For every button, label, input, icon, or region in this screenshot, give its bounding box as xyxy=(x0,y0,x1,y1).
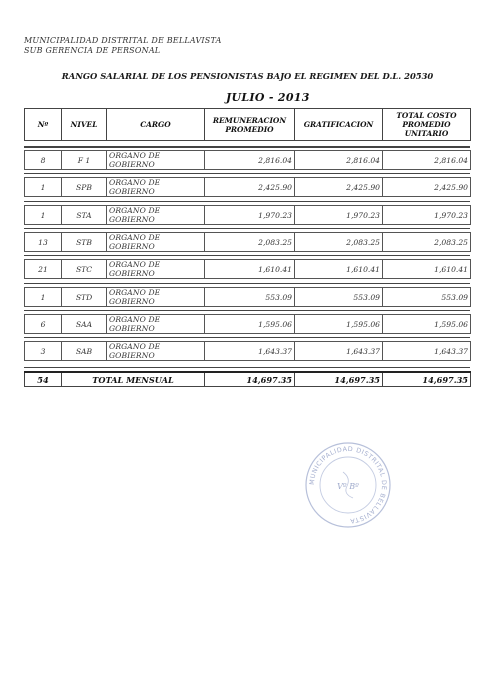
row-cargo: ORGANO DE GOBIERNO xyxy=(107,151,205,170)
total-count: 54 xyxy=(25,372,62,387)
col-remuneracion-line2: PROMEDIO xyxy=(225,124,274,134)
row-remuneracion: 2,425.90 xyxy=(205,178,295,197)
table-row xyxy=(24,259,471,279)
row-gratificacion: 2,083.25 xyxy=(295,233,383,252)
row-cargo: ORGANO DE GOBIERNO xyxy=(107,260,205,279)
row-total: 1,610.41 xyxy=(383,260,471,279)
row-num: 1 xyxy=(25,288,62,307)
row-cargo: ORGANO DE GOBIERNO xyxy=(107,342,205,361)
row-remuneracion: 1,643.37 xyxy=(205,342,295,361)
row-num: 21 xyxy=(25,260,62,279)
total-top-rule xyxy=(24,367,470,368)
row-nivel: F 1 xyxy=(62,151,107,170)
row-total: 2,425.90 xyxy=(383,178,471,197)
row-total: 553.09 xyxy=(383,288,471,307)
row-remuneracion: 2,816.04 xyxy=(205,151,295,170)
col-nivel: NIVEL xyxy=(62,109,107,141)
total-gratificacion: 14,697.35 xyxy=(295,372,383,387)
col-remuneracion xyxy=(205,109,295,141)
org-name: MUNICIPALIDAD DISTRITAL DE BELLAVISTA xyxy=(24,36,222,45)
table-row xyxy=(24,287,471,307)
row-gratificacion: 553.09 xyxy=(295,288,383,307)
row-num: 1 xyxy=(25,178,62,197)
row-num: 1 xyxy=(25,206,62,225)
row-total: 1,970.23 xyxy=(383,206,471,225)
row-total: 1,595.06 xyxy=(383,315,471,334)
col-total-line1: TOTAL COSTO xyxy=(396,111,457,120)
row-separator xyxy=(24,173,470,174)
table-row xyxy=(24,341,471,361)
stamp-center-text: Vº Bº xyxy=(337,482,359,491)
row-separator xyxy=(24,283,470,284)
table-row xyxy=(24,177,471,197)
seal-stamp xyxy=(303,440,393,530)
row-nivel: SPB xyxy=(62,178,107,197)
col-gratificacion: GRATIFICACION xyxy=(295,109,383,141)
col-total-line2: PROMEDIO xyxy=(402,120,451,129)
row-cargo: ORGANO DE GOBIERNO xyxy=(107,206,205,225)
document-title: RANGO SALARIAL DE LOS PENSIONISTAS BAJO EL REGIMEN DEL D.L. 20530 xyxy=(61,71,434,81)
row-separator xyxy=(24,310,470,311)
row-num: 6 xyxy=(25,315,62,334)
row-total: 2,816.04 xyxy=(383,151,471,170)
row-nivel: SAA xyxy=(62,315,107,334)
col-num: Nº xyxy=(25,109,62,141)
table-row xyxy=(24,314,471,334)
row-gratificacion: 1,595.06 xyxy=(295,315,383,334)
row-remuneracion: 553.09 xyxy=(205,288,295,307)
period-label: JULIO - 2013 xyxy=(226,91,310,104)
row-num: 8 xyxy=(25,151,62,170)
col-total-line3: UNITARIO xyxy=(404,129,449,138)
total-total: 14,697.35 xyxy=(383,372,471,387)
row-nivel: SAB xyxy=(62,342,107,361)
row-gratificacion: 1,970.23 xyxy=(295,206,383,225)
row-cargo: ORGANO DE GOBIERNO xyxy=(107,178,205,197)
table-row xyxy=(24,232,471,252)
total-label: TOTAL MENSUAL xyxy=(62,372,205,387)
table-row xyxy=(24,150,471,170)
row-separator xyxy=(24,201,470,202)
table-row xyxy=(24,205,471,225)
separator-line xyxy=(24,147,470,148)
total-row xyxy=(24,371,471,387)
row-remuneracion: 2,083.25 xyxy=(205,233,295,252)
row-num: 13 xyxy=(25,233,62,252)
row-remuneracion: 1,595.06 xyxy=(205,315,295,334)
row-total: 2,083.25 xyxy=(383,233,471,252)
stamp-text: MUNICIPALIDAD DISTRITAL DE BELLAVISTA xyxy=(307,444,389,526)
row-cargo: ORGANO DE GOBIERNO xyxy=(107,288,205,307)
row-total: 1,643.37 xyxy=(383,342,471,361)
row-nivel: STB xyxy=(62,233,107,252)
department-name: SUB GERENCIA DE PERSONAL xyxy=(24,46,161,55)
row-gratificacion: 2,816.04 xyxy=(295,151,383,170)
row-gratificacion: 1,643.37 xyxy=(295,342,383,361)
row-separator xyxy=(24,228,470,229)
col-total xyxy=(383,109,471,141)
row-gratificacion: 2,425.90 xyxy=(295,178,383,197)
row-nivel: STA xyxy=(62,206,107,225)
row-remuneracion: 1,610.41 xyxy=(205,260,295,279)
row-num: 3 xyxy=(25,342,62,361)
row-cargo: ORGANO DE GOBIERNO xyxy=(107,315,205,334)
row-separator xyxy=(24,255,470,256)
salary-table-header xyxy=(24,108,471,141)
row-nivel: STC xyxy=(62,260,107,279)
row-nivel: STD xyxy=(62,288,107,307)
row-separator xyxy=(24,146,470,147)
col-remuneracion-line1: REMUNERACION xyxy=(212,115,287,125)
row-separator xyxy=(24,337,470,338)
row-cargo: ORGANO DE GOBIERNO xyxy=(107,233,205,252)
total-remuneracion: 14,697.35 xyxy=(205,372,295,387)
row-gratificacion: 1,610.41 xyxy=(295,260,383,279)
row-remuneracion: 1,970.23 xyxy=(205,206,295,225)
col-cargo: CARGO xyxy=(107,109,205,141)
